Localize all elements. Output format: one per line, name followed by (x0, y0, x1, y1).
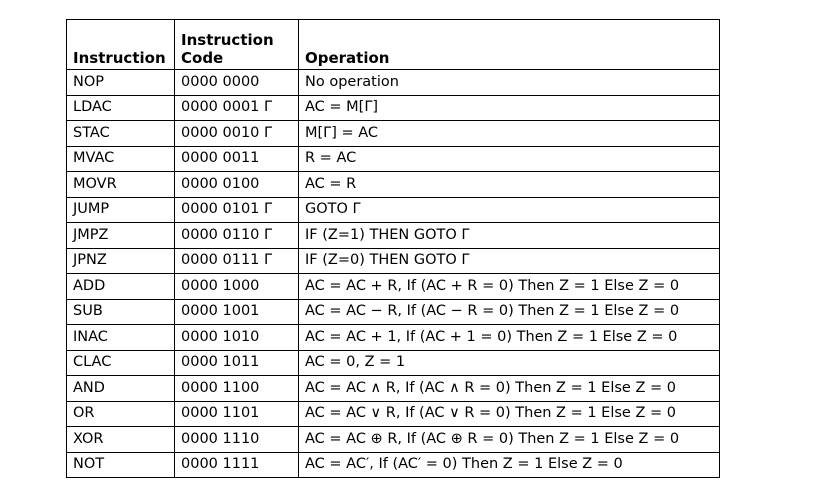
instruction-cell: OR (67, 401, 175, 427)
header-instruction: Instruction (67, 20, 175, 70)
instruction-cell: LDAC (67, 95, 175, 121)
code-cell: 0000 1000 (175, 274, 299, 300)
table-row (67, 121, 720, 147)
operation-cell: GOTO Γ (299, 197, 720, 223)
code-cell: 0000 0100 (175, 172, 299, 198)
table-row (67, 172, 720, 198)
header-operation: Operation (299, 20, 720, 70)
operation-cell: AC = R (299, 172, 720, 198)
code-cell: 0000 0101 Γ (175, 197, 299, 223)
code-cell: 0000 1111 (175, 452, 299, 478)
operation-cell: AC = AC′, If (AC′ = 0) Then Z = 1 Else Z = 0 (299, 452, 720, 478)
instruction-cell: CLAC (67, 350, 175, 376)
instruction-cell: MVAC (67, 146, 175, 172)
code-cell: 0000 1001 (175, 299, 299, 325)
instruction-cell: STAC (67, 121, 175, 147)
instruction-cell: NOT (67, 452, 175, 478)
table-row (67, 248, 720, 274)
instruction-cell: MOVR (67, 172, 175, 198)
operation-cell: AC = AC + R, If (AC + R = 0) Then Z = 1 Else Z = 0 (299, 274, 720, 300)
code-cell: 0000 1101 (175, 401, 299, 427)
code-cell: 0000 0010 Γ (175, 121, 299, 147)
operation-cell: AC = AC ⊕ R, If (AC ⊕ R = 0) Then Z = 1 Else Z = 0 (299, 427, 720, 453)
code-cell: 0000 0111 Γ (175, 248, 299, 274)
table-row (67, 376, 720, 402)
header-code-line1: Instruction (181, 31, 274, 49)
table-row (67, 146, 720, 172)
table-row (67, 350, 720, 376)
code-cell: 0000 0001 Γ (175, 95, 299, 121)
header-code-line2: Code (181, 49, 224, 67)
code-cell: 0000 1100 (175, 376, 299, 402)
instruction-cell: AND (67, 376, 175, 402)
instruction-cell: JMPZ (67, 223, 175, 249)
instruction-cell: XOR (67, 427, 175, 453)
code-cell: 0000 0011 (175, 146, 299, 172)
instruction-cell: JUMP (67, 197, 175, 223)
instruction-cell: NOP (67, 70, 175, 96)
operation-cell: IF (Z=0) THEN GOTO Γ (299, 248, 720, 274)
table-header (67, 20, 720, 70)
operation-cell: AC = AC ∨ R, If (AC ∨ R = 0) Then Z = 1 Else Z = 0 (299, 401, 720, 427)
header-instruction-code (175, 20, 299, 70)
operation-cell: AC = 0, Z = 1 (299, 350, 720, 376)
operation-cell: AC = M[Γ] (299, 95, 720, 121)
operation-cell: AC = AC + 1, If (AC + 1 = 0) Then Z = 1 Else Z = 0 (299, 325, 720, 351)
instruction-cell: INAC (67, 325, 175, 351)
table-row (67, 401, 720, 427)
code-cell: 0000 1010 (175, 325, 299, 351)
instruction-cell: ADD (67, 274, 175, 300)
table-row (67, 197, 720, 223)
code-cell: 0000 1011 (175, 350, 299, 376)
instruction-cell: JPNZ (67, 248, 175, 274)
table-row (67, 70, 720, 96)
table-row (67, 95, 720, 121)
table-row (67, 325, 720, 351)
table-row (67, 427, 720, 453)
code-cell: 0000 0110 Γ (175, 223, 299, 249)
table-body (67, 70, 720, 478)
header-row (67, 20, 720, 70)
operation-cell: AC = AC ∧ R, If (AC ∧ R = 0) Then Z = 1 Else Z = 0 (299, 376, 720, 402)
code-cell: 0000 1110 (175, 427, 299, 453)
table-row (67, 299, 720, 325)
instruction-set-table (66, 19, 720, 478)
operation-cell: No operation (299, 70, 720, 96)
operation-cell: M[Γ] = AC (299, 121, 720, 147)
code-cell: 0000 0000 (175, 70, 299, 96)
operation-cell: R = AC (299, 146, 720, 172)
operation-cell: AC = AC − R, If (AC − R = 0) Then Z = 1 Else Z = 0 (299, 299, 720, 325)
table-row (67, 274, 720, 300)
table-row (67, 223, 720, 249)
instruction-cell: SUB (67, 299, 175, 325)
table-row (67, 452, 720, 478)
operation-cell: IF (Z=1) THEN GOTO Γ (299, 223, 720, 249)
